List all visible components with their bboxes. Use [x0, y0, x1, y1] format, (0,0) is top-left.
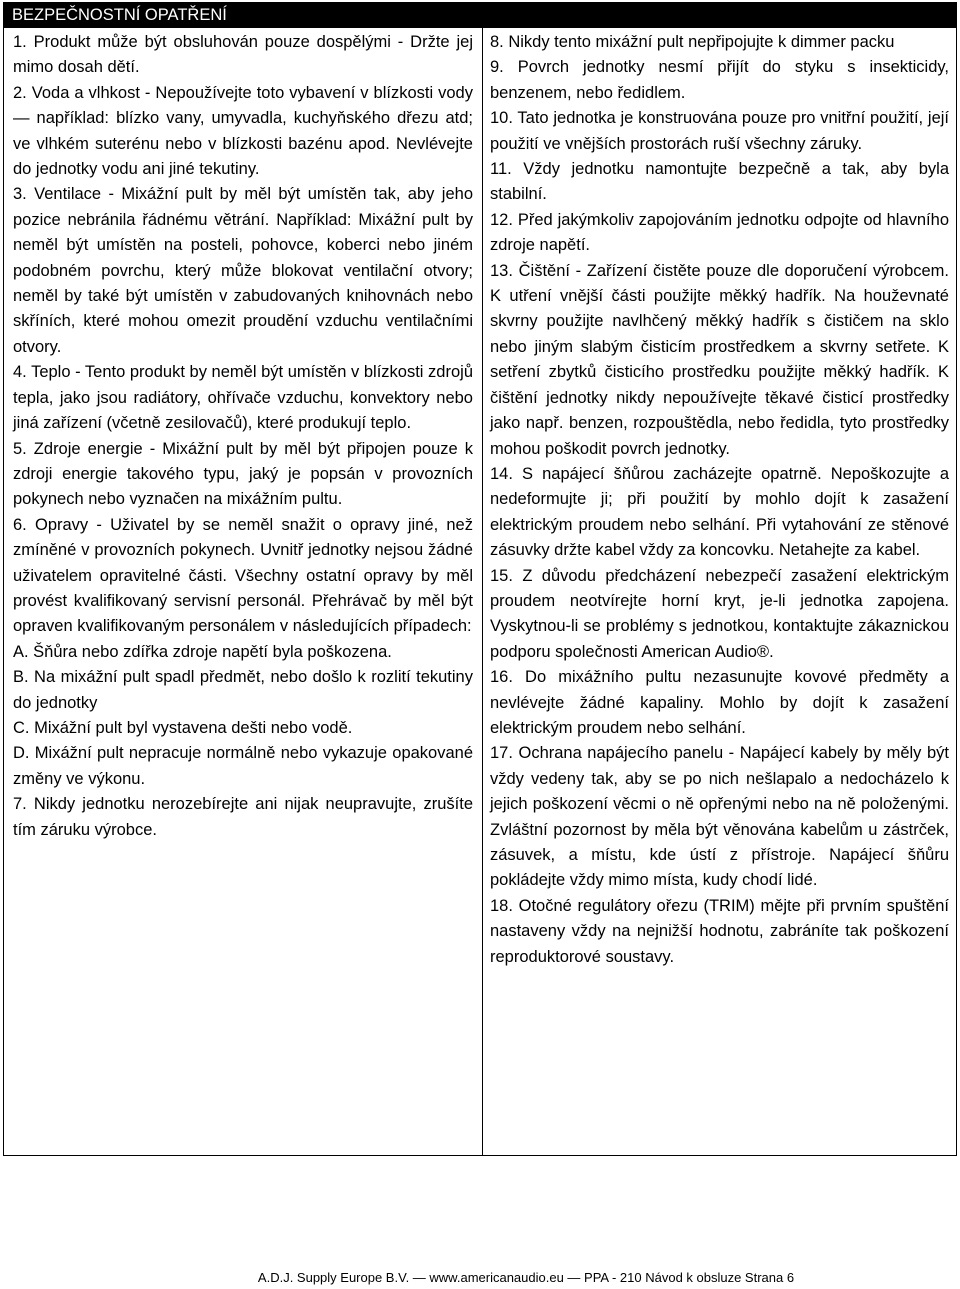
- paragraph: 13. Čištění - Zařízení čistěte pouze dle doporučení výrobcem. K utření vnější části použijte měkký hadřík. Na houževnaté skvrny použijte navlhčený měkký hadřík s čističem na sklo nebo jiným slabým čisticím prostředkem a skvrny setřete. K setření zbytků čisticího prostředku použijte měkký hadřík. K čištění jednotky nikdy nepoužívejte těkavé čisticí prostředky jako např. benzen, rozpouštědla, nebo ředidla, tyto prostředky mohou poškodit povrch jednotky.: [490, 261, 949, 458]
- paragraph: D. Mixážní pult nepracuje normálně nebo vykazuje opakované změny ve výkonu.: [13, 744, 473, 788]
- paragraph: B. Na mixážní pult spadl předmět, nebo došlo k rozlití tekutiny do jednotky: [13, 668, 473, 712]
- paragraph: 11. Vždy jednotku namontujte bezpečně a tak, aby byla stabilní.: [490, 160, 949, 204]
- paragraph: C. Mixážní pult byl vystavena dešti nebo vodě.: [13, 718, 353, 737]
- paragraph: 15. Z důvodu předcházení nebezpečí zasažení elektrickým proudem neotvírejte horní kryt, je-li jednotka zapojena. Vyskytnou-li se problémy s jednotkou, kontaktujte zákaznickou podporu společnosti American Audio®.: [490, 566, 949, 661]
- section-header: BEZPEČNOSTNÍ OPATŘENÍ: [4, 3, 956, 28]
- paragraph: 5. Zdroje energie - Mixážní pult by měl být připojen pouze k zdroji energie takového typu, jaký je popsán v provozních pokynech nebo vyznačen na mixážním pultu.: [13, 439, 473, 509]
- left-column: [13, 30, 473, 843]
- paragraph: 1. Produkt může být obsluhován pouze dospělými - Držte jej mimo dosah dětí.: [13, 33, 473, 77]
- paragraph: 2. Voda a vlhkost - Nepoužívejte toto vybavení v blízkosti vody ― například: blízko vany, umyvadla, kuchyňského dřezu atd; ve vlhkém suterénu nebo v blízkosti bazénu apod. Nevlévejte do jednotky vodu ani jiné tekutiny.: [13, 83, 473, 179]
- page-footer: A.D.J. Supply Europe B.V. — www.americanaudio.eu — PPA - 210 Návod k obsluze Strana 6: [257, 1270, 795, 1285]
- paragraph: 6. Opravy - Uživatel by se neměl snažit o opravy jiné, než zmíněné v provozních pokynech. Uvnitř jednotky nejsou žádné uživatelem opravitelné části. Všechny ostatní opravy by měl provést kvalifikovaný servisní personál. Přehrávač by měl být opraven kvalifikovaným personálem v následujících případech:: [13, 515, 473, 636]
- paragraph: 9. Povrch jednotky nesmí přijít do styku s insekticidy, benzenem, nebo ředidlem.: [490, 58, 949, 102]
- right-column: [490, 30, 949, 970]
- paragraph: A. Šňůra nebo zdířka zdroje napětí byla poškozena.: [13, 642, 392, 661]
- paragraph: 8. Nikdy tento mixážní pult nepřipojujte k dimmer packu: [490, 33, 895, 51]
- paragraph: 18. Otočné regulátory ořezu (TRIM) mějte při prvním spuštění nastaveny vždy na nejnižší hodnotu, zabráníte tak poškození reproduktorové soustavy.: [490, 896, 949, 966]
- safety-table: [3, 2, 957, 1156]
- paragraph: 7. Nikdy jednotku nerozebírejte ani nijak neupravujte, zrušíte tím záruku výrobce.: [13, 795, 473, 839]
- paragraph: 17. Ochrana napájecího panelu - Napájecí kabely by měly být vždy vedeny tak, aby se po nich nešlapalo a nedocházelo k jejich poškození věcmi o ně opřenými nebo na ně položenými. Zvláštní pozornost by měla být věnována kabelům u zástrček, zásuvek, a místu, kde ústí z přístroje. Napájecí šňůru pokládejte vždy mimo místa, kudy chodí lidé.: [490, 744, 949, 890]
- paragraph: 10. Tato jednotka je konstruována pouze pro vnitřní použití, její použití ve vnějších prostorách ruší všechny záruky.: [490, 109, 949, 153]
- paragraph: 16. Do mixážního pultu nezasunujte kovové předměty a nevlévejte žádné kapaliny. Mohlo by dojít k zasažení elektrickým proudem nebo selhání.: [490, 668, 949, 737]
- paragraph: 14. S napájecí šňůrou zacházejte opatrně. Nepoškozujte a nedeformujte ji; při použití by mohlo dojít k zasažení elektrickým proudem nebo selhání. Při vytahování ze stěnové zásuvky držte kabel vždy za koncovku. Netahejte za kabel.: [490, 464, 949, 560]
- paragraph: 3. Ventilace - Mixážní pult by měl být umístěn tak, aby jeho pozice nebránila řádnému větrání. Například: Mixážní pult by neměl být umístěn na posteli, pohovce, koberci nebo jiném podobném povrchu, který může blokovat ventilační otvory; neměl by také být umístěn v zabudovaných knihovnách nebo skříních, které mohou omezit proudění vzduchu ventilačními otvory.: [13, 185, 473, 356]
- paragraph: 4. Teplo - Tento produkt by neměl být umístěn v blízkosti zdrojů tepla, jako jsou radiátory, ohřívače vzduchu, konvektory nebo jiná zařízení (včetně zesilovačů), které produkují teplo.: [13, 363, 473, 433]
- column-divider: [482, 28, 483, 1155]
- paragraph: 12. Před jakýmkoliv zapojováním jednotku odpojte od hlavního zdroje napětí.: [490, 210, 949, 255]
